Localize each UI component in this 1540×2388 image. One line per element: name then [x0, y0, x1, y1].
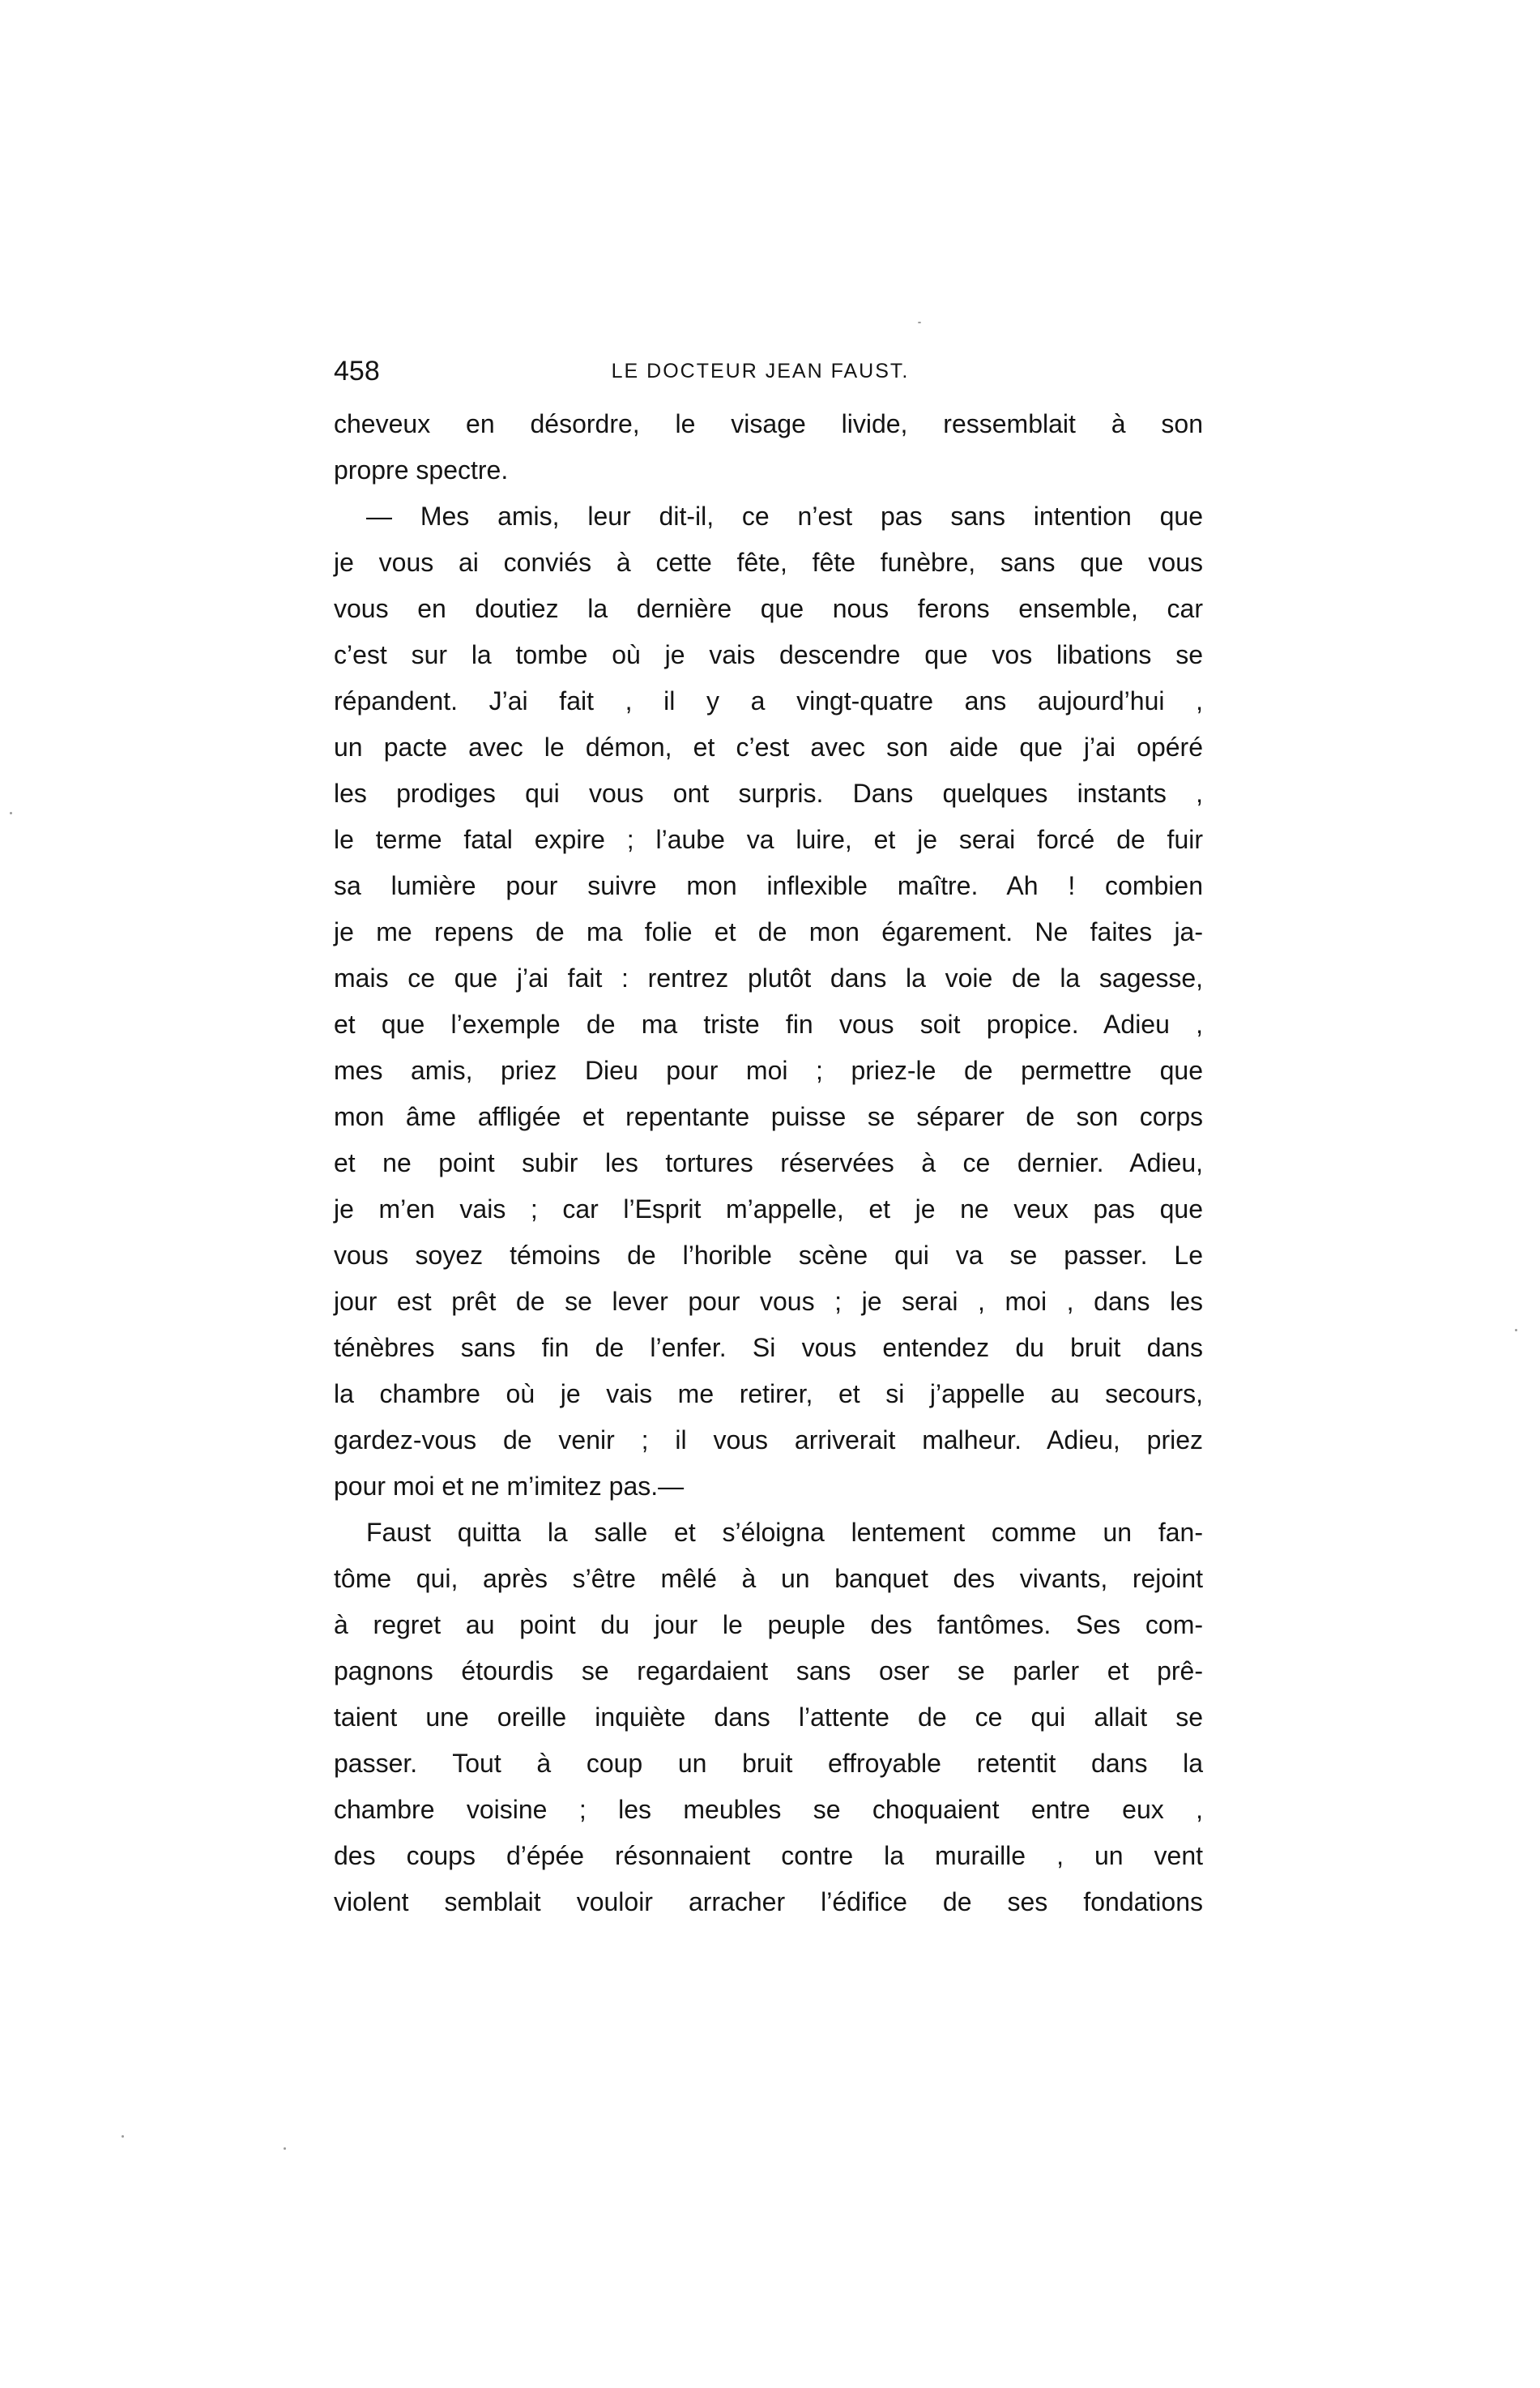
scan-speck — [122, 2135, 124, 2138]
text-line: à regret au point du jour le peuple des fantômes. Ses com- — [334, 1610, 1203, 1639]
paragraph — [334, 401, 1203, 493]
text-line: cheveux en désordre, le visage livide, ressemblait à son — [334, 409, 1203, 438]
text-line: vous en doutiez la dernière que nous ferons ensemble, car — [334, 594, 1203, 623]
running-title: LE DOCTEUR JEAN FAUST. — [611, 360, 910, 382]
text-line: répandent. J’ai fait , il y a vingt-quatre ans aujourd’hui , — [334, 686, 1203, 716]
text-line: sa lumière pour suivre mon inflexible maître. Ah ! combien — [334, 871, 1203, 900]
text-line: je m’en vais ; car l’Esprit m’appelle, et je ne veux pas que — [334, 1194, 1203, 1224]
text-line: chambre voisine ; les meubles se choquaient entre eux , — [334, 1795, 1203, 1824]
text-line: des coups d’épée résonnaient contre la muraille , un vent — [334, 1841, 1203, 1870]
text-line: je vous ai conviés à cette fête, fête funèbre, sans que vous — [334, 548, 1203, 577]
scan-speck — [10, 812, 12, 814]
text-line: taient une oreille inquiète dans l’attente de ce qui allait se — [334, 1702, 1203, 1732]
text-line: mais ce que j’ai fait : rentrez plutôt dans la voie de la sagesse, — [334, 963, 1203, 993]
text-line: gardez-vous de venir ; il vous arriverait malheur. Adieu, priez — [334, 1425, 1203, 1455]
text-line: vous soyez témoins de l’horible scène qui va se passer. Le — [334, 1241, 1203, 1270]
text-line: ténèbres sans fin de l’enfer. Si vous entendez du bruit dans — [334, 1333, 1203, 1362]
running-header — [334, 353, 1203, 389]
scan-speck — [1515, 1329, 1517, 1331]
text-line: la chambre où je vais me retirer, et si j’appelle au secours, — [334, 1379, 1203, 1408]
text-line: c’est sur la tombe où je vais descendre que vos libations se — [334, 640, 1203, 669]
text-line: — Mes amis, leur dit-il, ce n’est pas sans intention que — [366, 502, 1203, 531]
scan-speck — [284, 2147, 286, 2150]
text-line: Faust quitta la salle et s’éloigna lentement comme un fan- — [366, 1518, 1203, 1547]
text-line: pour moi et ne m’imitez pas.— — [334, 1472, 685, 1501]
text-line: jour est prêt de se lever pour vous ; je serai , moi , dans les — [334, 1287, 1203, 1316]
page-number: 458 — [334, 356, 380, 387]
paragraph — [334, 1510, 1203, 1925]
text-line: pagnons étourdis se regardaient sans oser se parler et prê- — [334, 1656, 1203, 1685]
text-line: tôme qui, après s’être mêlé à un banquet des vivants, rejoint — [334, 1564, 1203, 1593]
body-text — [334, 401, 1203, 1925]
text-line: le terme fatal expire ; l’aube va luire, et je serai forcé de fuir — [334, 825, 1203, 854]
text-line: mes amis, priez Dieu pour moi ; priez-le de permettre que — [334, 1056, 1203, 1085]
text-line: propre spectre. — [334, 455, 509, 485]
text-line: et ne point subir les tortures réservées à ce dernier. Adieu, — [334, 1148, 1203, 1177]
paragraph — [334, 493, 1203, 1510]
text-line: un pacte avec le démon, et c’est avec son aide que j’ai opéré — [334, 733, 1203, 762]
scan-speck — [918, 322, 921, 323]
text-line: et que l’exemple de ma triste fin vous soit propice. Adieu , — [334, 1010, 1203, 1039]
text-line: passer. Tout à coup un bruit effroyable retentit dans la — [334, 1749, 1203, 1778]
text-line: violent semblait vouloir arracher l’édifice de ses fondations — [334, 1887, 1203, 1916]
text-line: je me repens de ma folie et de mon égarement. Ne faites ja- — [334, 917, 1203, 946]
text-line: mon âme affligée et repentante puisse se séparer de son corps — [334, 1102, 1203, 1131]
text-line: les prodiges qui vous ont surpris. Dans quelques instants , — [334, 779, 1203, 808]
